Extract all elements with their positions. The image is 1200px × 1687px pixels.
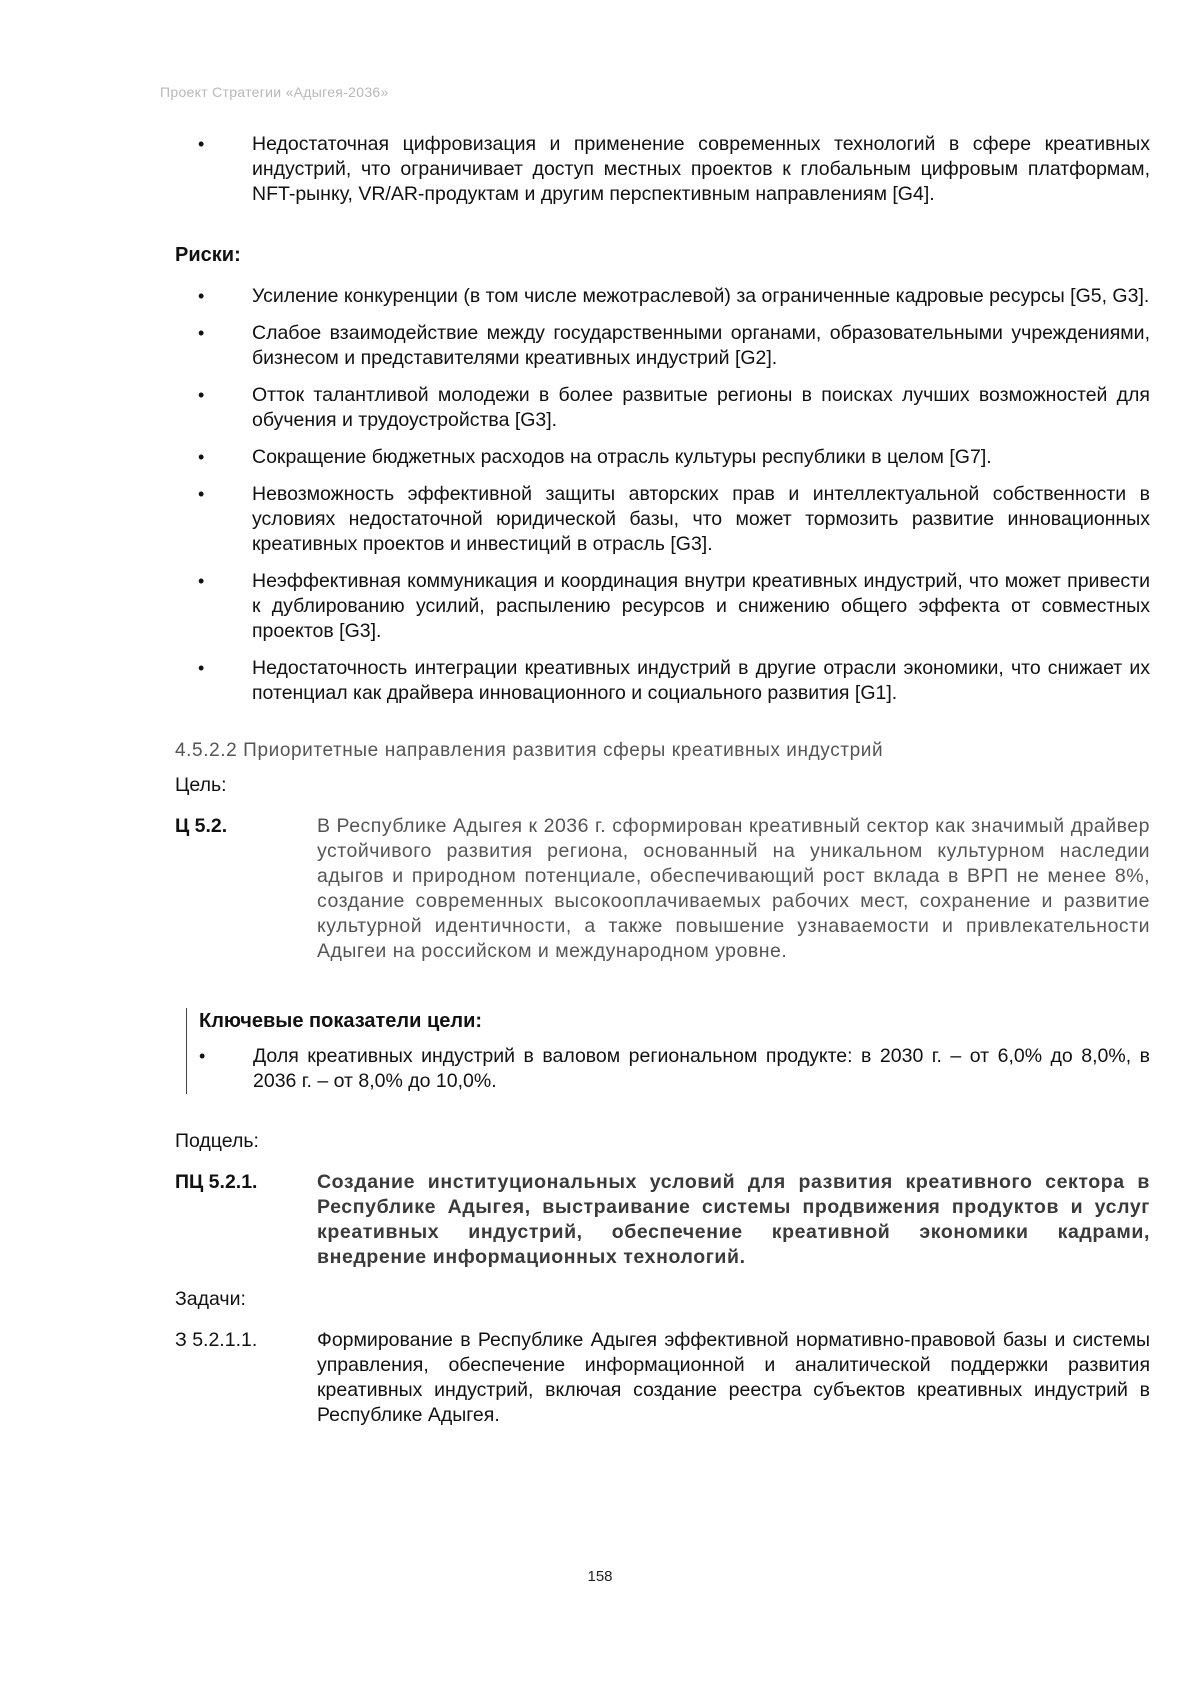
subgoal-text: Создание институциональных условий для развития креативного сектора в Республике Адыгея, выстраивание системы продвижения продуктов и услуг креативных индустрий, обеспечение креативной экономики кадрами, внедрение информационных технологий. — [317, 1171, 1150, 1268]
intro-bullet-list — [180, 132, 1150, 207]
goal-row — [175, 814, 1150, 964]
page-number: 158 — [587, 1568, 613, 1585]
kpi-box — [186, 1008, 1150, 1094]
list-item: • Невозможность эффективной защиты авторских прав и интеллектуальной собственности в условиях недостаточной юридической базы, что может тормозить развитие инновационных креативных проектов и инвестиций в отрасль [G3]. — [180, 482, 1150, 557]
list-item: • Отток талантливой молодежи в более развитые регионы в поисках лучших возможностей для обучения и трудоустройства [G3]. — [180, 383, 1150, 433]
goal-label: Цель: — [175, 774, 227, 796]
subsection-heading: 4.5.2.2 Приоритетные направления развития сферы креативных индустрий — [175, 740, 884, 761]
running-header: Проект Стратегии «Адыгея-2036» — [160, 84, 389, 100]
list-item: • Сокращение бюджетных расходов на отрасль культуры республики в целом [G7]. — [180, 445, 1150, 470]
goal-text: В Республике Адыгея к 2036 г. сформирован креативный сектор как значимый драйвер устойчивого развития региона, основанный на уникальном культурном наследии адыгов и природном потенциале, обеспечивающий рост вклада в ВРП не менее 8%, создание современных высокооплачиваемых рабочих мест, сохранение и развитие культурной идентичности, а также повышение узнаваемости и привлекательности Адыгеи на российском и международном уровне. — [317, 815, 1150, 962]
task-row — [175, 1328, 1150, 1428]
list-item: • Доля креативных индустрий в валовом региональном продукте: в 2030 г. – от 6,0% до 8,0%, в 2036 г. – от 8,0% до 10,0%. — [181, 1044, 1150, 1094]
list-item: • Усиление конкуренции (в том числе межотраслевой) за ограниченные кадровые ресурсы [G5, G3]. — [180, 284, 1150, 309]
list-item: • Слабое взаимодействие между государственными органами, образовательными учреждениями, бизнесом и представителями креативных индустрий [G2]. — [180, 321, 1150, 371]
subgoal-code: ПЦ 5.2.1. — [175, 1171, 258, 1193]
page-content — [175, 130, 1150, 1428]
subgoal-row — [175, 1170, 1150, 1270]
subgoal-label: Подцель: — [175, 1130, 259, 1152]
task-text: Формирование в Республике Адыгея эффективной нормативно-правовой базы и системы управления, обеспечение информационной и аналитической поддержки развития креативных индустрий, включая создание реестра субъектов креативных индустрий в Республике Адыгея. — [317, 1329, 1150, 1426]
risks-heading: Риски: — [175, 244, 241, 266]
kpi-list — [181, 1044, 1150, 1094]
list-item: • Неэффективная коммуникация и координация внутри креативных индустрий, что может привести к дублированию усилий, распылению ресурсов и снижению общего эффекта от совместных проектов [G3]. — [180, 569, 1150, 644]
list-item: • Недостаточность интеграции креативных индустрий в другие отрасли экономики, что снижает их потенциал как драйвера инновационного и социального развития [G1]. — [180, 656, 1150, 706]
list-item: • Недостаточная цифровизация и применение современных технологий в сфере креативных индустрий, что ограничивает доступ местных проектов к глобальным цифровым платформам, NFT-рынку, VR/AR-продуктам и другим перспективным направлениям [G4]. — [180, 132, 1150, 207]
goal-code: Ц 5.2. — [175, 815, 228, 837]
kpi-heading: Ключевые показатели цели: — [199, 1010, 483, 1032]
risks-list — [180, 284, 1150, 706]
tasks-label: Задачи: — [175, 1288, 246, 1310]
task-code: З 5.2.1.1. — [175, 1329, 258, 1351]
